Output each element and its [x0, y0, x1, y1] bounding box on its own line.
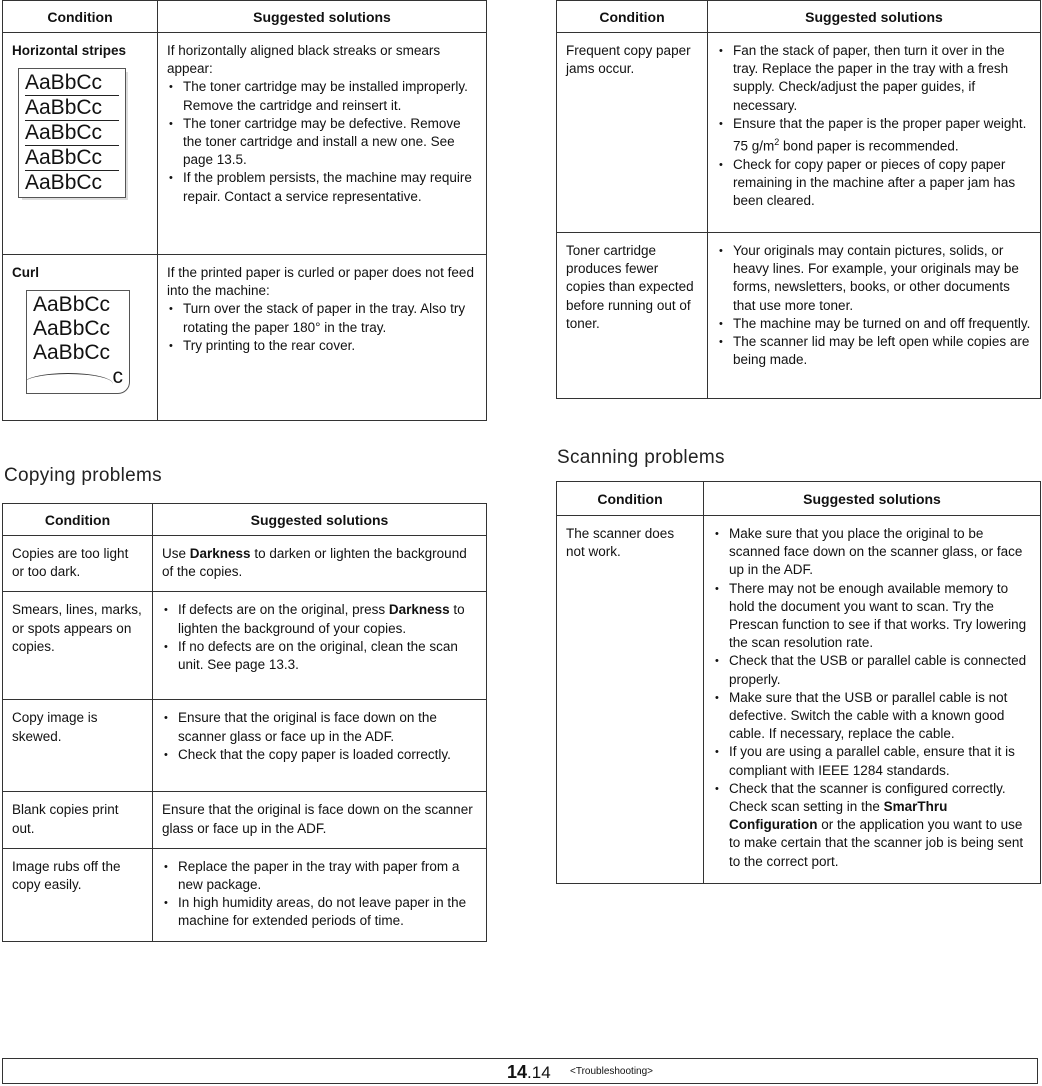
- condition-label: Frequent copy paper jams occur.: [557, 33, 708, 233]
- section-label: <Troubleshooting>: [570, 1066, 654, 1077]
- solutions-header: Suggested solutions: [158, 1, 487, 33]
- condition-header: Condition: [557, 482, 704, 516]
- condition-label: Copy image is skewed.: [3, 700, 153, 792]
- solution-text: Use Darkness to darken or lighten the background of the copies.: [153, 536, 487, 592]
- condition-label: Curl: [12, 265, 39, 280]
- table-row: [3, 255, 487, 421]
- solution-list: • If defects are on the original, press Darkness to lighten the background of your copies. • If no defects are on the original, clean the scan unit. See page 13.3.: [162, 601, 477, 674]
- condition-header: Condition: [557, 1, 708, 33]
- copying-problems-title: Copying problems: [4, 465, 162, 486]
- solution-list: • The toner cartridge may be installed improperly. Remove the cartridge and reinsert it. • The toner cartridge may be defective. Remove the toner cartridge and install a new one. See page 13.5. • If the problem persists, the machine may require repair. Contact a service representative.: [167, 78, 477, 205]
- solutions-header: Suggested solutions: [708, 1, 1041, 33]
- solution-list: • Fan the stack of paper, then turn it over in the tray. Replace the paper in the tray with a fresh supply. Check/adjust the paper guides, if necessary. • Ensure that the paper is the proper paper weight. 75 $g/m^2$ bond paper is recommended. • Check for copy paper or pieces of copy paper remaining in the machine after a paper jam has been cleared.: [717, 42, 1031, 210]
- condition-label: Horizontal stripes: [12, 43, 127, 58]
- table-row: [3, 592, 487, 700]
- solution-list: • Make sure that you place the original to be scanned face down on the scanner glass, or face up in the ADF. • There may not be enough available memory to hold the document you want to scan. Try the Prescan function to see if that works. Try lowering the scan resolution rate. • Check that the USB or parallel cable is connected properly. • Make sure that the USB or parallel cable is not defective. Switch the cable with a known good cable. If necessary, replace the cable. • If you are using a parallel cable, ensure that it is compliant with IEEE 1284 standards. • Check that the scanner is configured correctly. Check scan setting in the SmarThru Configuration or the application you want to use to make certain that the scanner job is being sent to the correct port.: [713, 525, 1031, 871]
- table-row: [557, 33, 1041, 233]
- solution-intro: If horizontally aligned black streaks or smears appear:: [167, 43, 441, 77]
- table-row: [3, 700, 487, 792]
- solution-list: • Replace the paper in the tray with paper from a new package. • In high humidity areas, do not leave paper in the machine for extended periods of time.: [162, 858, 477, 931]
- condition-label: The scanner does not work.: [557, 516, 704, 884]
- condition-label: Smears, lines, marks, or spots appears on copies.: [3, 592, 153, 700]
- condition-label: Blank copies print out.: [3, 792, 153, 848]
- table-row: [557, 516, 1041, 884]
- solution-list: • Your originals may contain pictures, solids, or heavy lines. For example, your originals may be forms, newsletters, books, or other documents that use more toner. • The machine may be turned on and off frequently. • The scanner lid may be left open while copies are being made.: [717, 242, 1031, 369]
- condition-label: Toner cartridge produces fewer copies than expected before running out of toner.: [557, 233, 708, 399]
- solution-list: • Ensure that the original is face down on the scanner glass or face up in the ADF. • Check that the copy paper is loaded correctly.: [162, 709, 477, 764]
- condition-header: Condition: [3, 1, 158, 33]
- curl-sample-image: AaBbCc AaBbCc AaBbCc c: [26, 290, 130, 394]
- condition-label: Copies are too light or too dark.: [3, 536, 153, 592]
- table-row: [3, 536, 487, 592]
- scanning-problems-table: [556, 481, 1041, 884]
- solutions-header: Suggested solutions: [704, 482, 1041, 516]
- condition-header: Condition: [3, 504, 153, 536]
- solution-text: Ensure that the original is face down on the scanner glass or face up in the ADF.: [153, 792, 487, 848]
- solution-list: • Turn over the stack of paper in the tray. Also try rotating the paper 180° in the tray. • Try printing to the rear cover.: [167, 300, 477, 355]
- page-number: 14.14: [507, 1062, 551, 1082]
- copying-problems-table: [2, 503, 487, 942]
- page-footer: [2, 1058, 1038, 1084]
- table-row: [3, 792, 487, 848]
- solutions-header: Suggested solutions: [153, 504, 487, 536]
- solution-intro: If the printed paper is curled or paper does not feed into the machine:: [167, 265, 474, 299]
- table-row: [3, 848, 487, 941]
- print-quality-table: [2, 0, 487, 421]
- table-row: [557, 233, 1041, 399]
- scanning-problems-title: Scanning problems: [557, 447, 725, 468]
- condition-label: Image rubs off the copy easily.: [3, 848, 153, 941]
- copy-problems-continued-table: [556, 0, 1041, 399]
- table-row: [3, 33, 487, 255]
- horizontal-stripes-sample-image: AaBbCc AaBbCc AaBbCc AaBbCc AaBbCc: [18, 68, 126, 198]
